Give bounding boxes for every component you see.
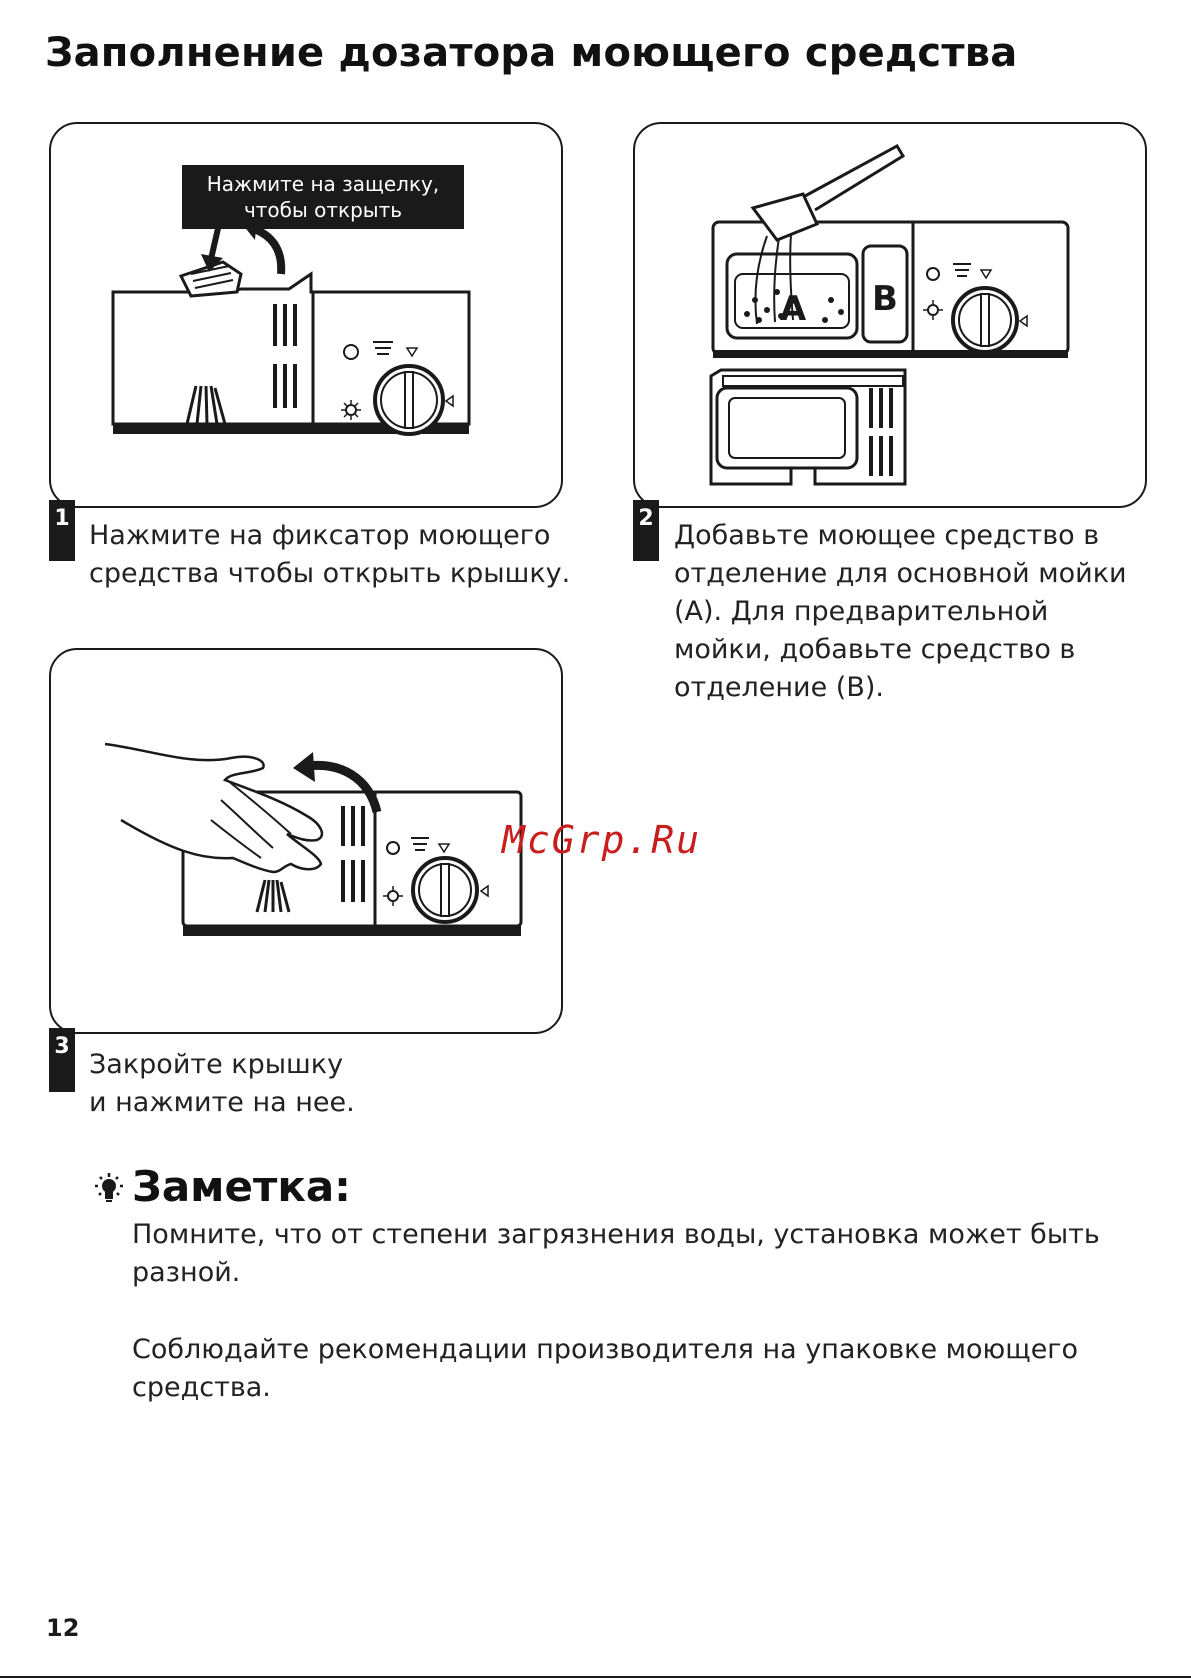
step-2-tab — [633, 500, 659, 561]
step-3-tab — [49, 1028, 75, 1092]
note-title: Заметка: — [132, 1162, 351, 1211]
compartment-a-label: A — [779, 289, 807, 329]
step-1-number: 1 — [54, 506, 70, 531]
bottom-rule — [0, 1676, 1191, 1678]
step-1-illustration — [49, 122, 563, 508]
dispenser-close-lid-drawing — [51, 650, 561, 1032]
step-1-text: Нажмите на фиксатор моющего средства чтобы открыть крышку. — [89, 520, 571, 589]
step-2-text: Добавьте моющее средство в отделение для основной мойки (A). Для предварительной мойки, добавьте средство в отделение (B). — [674, 520, 1127, 703]
step-3-number: 3 — [54, 1034, 70, 1059]
step-2-number: 2 — [638, 506, 654, 531]
note-paragraph-2: Соблюдайте рекомендации производителя на упаковке моющего средства. — [132, 1334, 1079, 1403]
step-2-illustration — [633, 122, 1147, 508]
dispenser-fill-detergent-drawing — [635, 124, 1145, 506]
latch-callout: Нажмите на защелку, чтобы открыть — [182, 165, 464, 229]
page-title: Заполнение дозатора моющего средства — [45, 30, 1018, 76]
step-3-illustration — [49, 648, 563, 1034]
lightbulb-icon — [94, 1172, 124, 1210]
page-number: 12 — [46, 1614, 80, 1642]
watermark: McGrp.Ru — [502, 818, 702, 862]
note-paragraph-1: Помните, что от степени загрязнения воды, установка может быть разной. — [132, 1219, 1100, 1288]
compartment-b-label: B — [872, 279, 898, 319]
step-1-tab — [49, 500, 75, 561]
step-3-text: Закройте крышку и нажмите на нее. — [89, 1049, 355, 1118]
